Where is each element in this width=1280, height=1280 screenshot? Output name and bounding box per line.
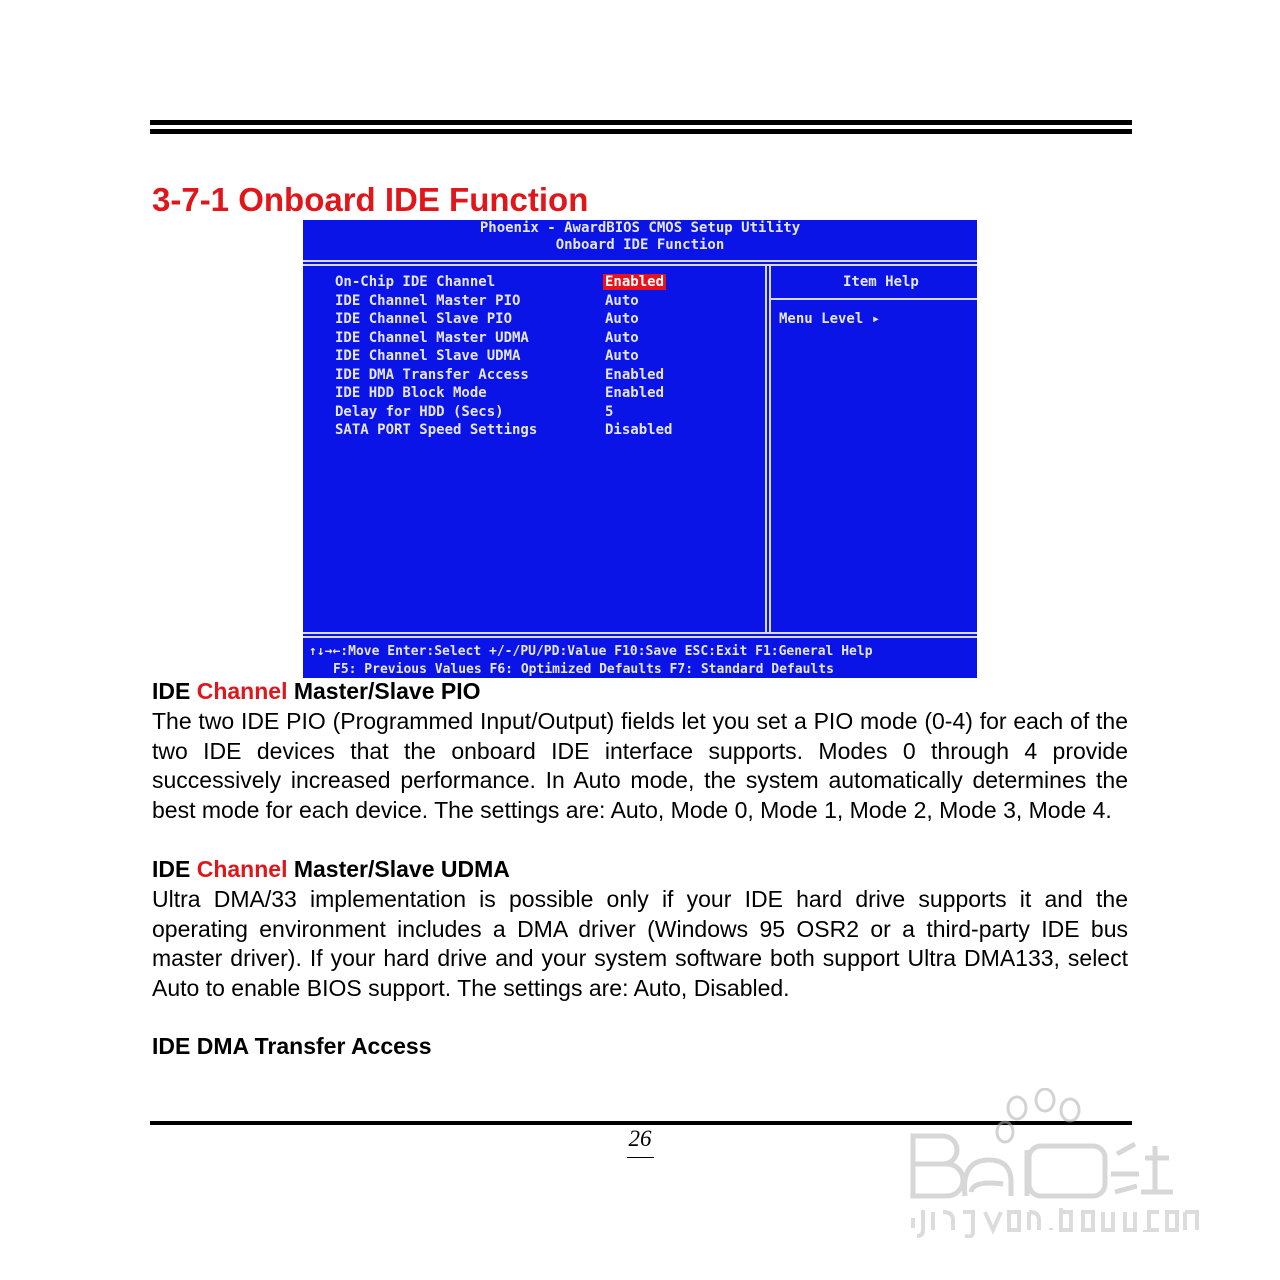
bios-footer-keys: ↑↓→←:Move Enter:Select +/-/PU/PD:Value F10:Save ESC:Exit F1:General Help bbox=[309, 644, 873, 659]
bios-divider-vertical bbox=[765, 264, 767, 632]
bios-setting-label: IDE Channel Master PIO bbox=[335, 292, 521, 309]
bios-setting-value[interactable]: Auto bbox=[605, 329, 639, 346]
bios-setting-value[interactable]: Enabled bbox=[605, 366, 665, 383]
heading-udma-pre: IDE bbox=[152, 856, 197, 882]
bios-setting-value[interactable]: 5 bbox=[605, 403, 614, 420]
bios-footer-defaults: F5: Previous Values F6: Optimized Defaults F7: Standard Defaults bbox=[333, 662, 834, 677]
bios-setting-value[interactable]: Auto bbox=[605, 348, 639, 364]
page-number-underline bbox=[627, 1157, 654, 1158]
bios-divider-top-2 bbox=[303, 264, 977, 266]
bios-title: Phoenix - AwardBIOS CMOS Setup Utility bbox=[479, 220, 801, 236]
paragraph-udma: Ultra DMA/33 implementation is possible only if your IDE hard drive supports it and the operating environment includes a DMA driver (Windows 95 OSR2 or a third-party IDE bus master driver). If your hard drive and your system software both support Ultra DMA133, select Auto to enable BIOS support. The settings are: Auto, Disabled. bbox=[152, 886, 1128, 1001]
bios-divider-bottom-2 bbox=[303, 636, 977, 638]
bios-divider-top bbox=[303, 260, 977, 262]
heading-udma-red: Channel bbox=[196, 856, 288, 882]
heading-udma-post: Master/Slave UDMA bbox=[287, 856, 510, 882]
bios-help-divider bbox=[771, 298, 977, 300]
menu-level: Menu Level ▸ bbox=[779, 311, 881, 327]
bios-setting-label: IDE DMA Transfer Access bbox=[335, 366, 529, 383]
bios-setting-value[interactable]: Auto bbox=[605, 311, 639, 327]
heading-pio-red: Channel bbox=[196, 678, 288, 704]
bios-setting-label: IDE Channel Slave PIO bbox=[335, 311, 513, 327]
baidu-watermark-logo bbox=[905, 1088, 1205, 1238]
bios-setting-label: Delay for HDD (Secs) bbox=[335, 403, 504, 420]
bios-setting-value[interactable]: Enabled bbox=[605, 274, 665, 290]
bios-divider-bottom bbox=[303, 632, 977, 634]
item-help-heading: Item Help bbox=[843, 274, 919, 290]
bios-setting-label: IDE HDD Block Mode bbox=[335, 385, 487, 401]
bios-setting-value[interactable]: Disabled bbox=[605, 422, 673, 438]
bios-setting-value[interactable]: Auto bbox=[605, 292, 639, 309]
heading-pio bbox=[152, 678, 481, 705]
header-rule-thick-2 bbox=[150, 129, 1132, 134]
bios-setting-value[interactable]: Enabled bbox=[605, 385, 665, 401]
bios-divider-vertical-2 bbox=[769, 264, 771, 632]
bios-subtitle: Onboard IDE Function bbox=[555, 237, 725, 253]
bios-screenshot bbox=[303, 220, 977, 678]
bios-setting-label: IDE Channel Master UDMA bbox=[335, 329, 529, 346]
bios-setting-label: On-Chip IDE Channel bbox=[335, 274, 496, 290]
paragraph-pio: The two IDE PIO (Programmed Input/Output) fields let you set a PIO mode (0-4) for each of the two IDE devices that the onboard IDE interface supports. Modes 0 through 4 provide successively increased performance. In Auto mode, the system automatically determines the best mode for each device. The settings are: Auto, Mode 0, Mode 1, Mode 2, Mode 3, Mode 4. bbox=[152, 708, 1128, 823]
heading-pio-pre: IDE bbox=[152, 678, 197, 704]
heading-pio-post: Master/Slave PIO bbox=[287, 678, 481, 704]
page-number: 26 bbox=[628, 1126, 652, 1151]
bios-setting-label: IDE Channel Slave UDMA bbox=[335, 348, 521, 364]
header-rule-thick bbox=[150, 120, 1132, 125]
heading-udma bbox=[152, 856, 510, 883]
heading-dma-transfer: IDE DMA Transfer Access bbox=[152, 1033, 432, 1059]
section-title: 3-7-1 Onboard IDE Function bbox=[152, 181, 589, 218]
bios-setting-label: SATA PORT Speed Settings bbox=[335, 422, 538, 438]
